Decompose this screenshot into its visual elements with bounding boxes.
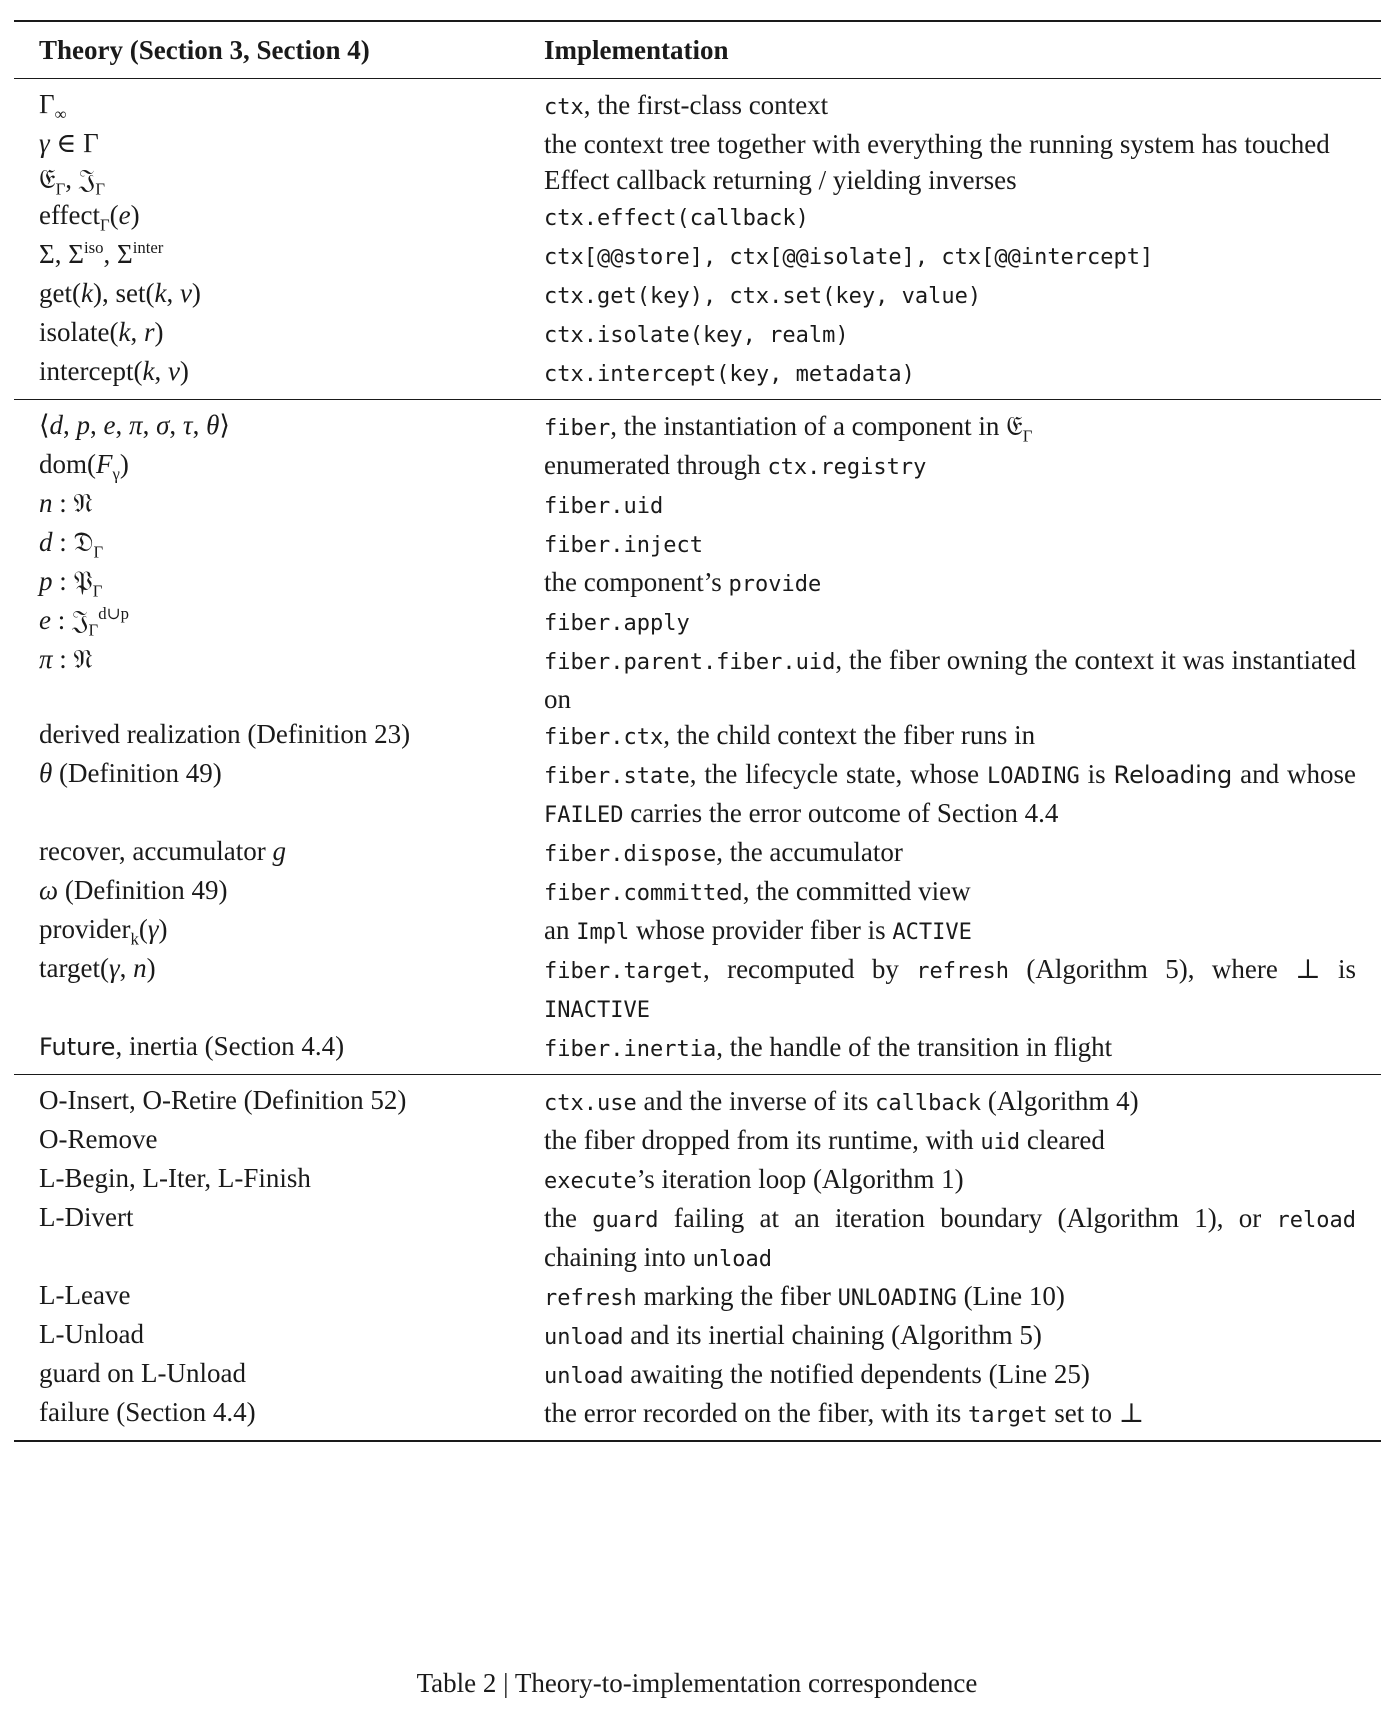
theory-cell: [14, 1200, 544, 1235]
implementation-text: [544, 354, 1356, 393]
text-segment: ): [130, 200, 140, 230]
text-segment: e: [39, 605, 51, 635]
code-token: execute: [544, 1169, 637, 1194]
table-row: [14, 1029, 1381, 1068]
theory-cell: [14, 1122, 544, 1157]
text-segment: ,: [119, 953, 134, 983]
code-token: ACTIVE: [892, 920, 972, 945]
code-token: ctx[@@store], ctx[@@isolate], ctx[@@intercept]: [544, 245, 1154, 270]
implementation-text: [544, 1356, 1356, 1395]
implementation-text: [544, 1317, 1356, 1356]
code-token: provide: [728, 572, 822, 597]
text-segment: get(: [39, 278, 81, 308]
code-token: ctx.effect(callback): [544, 206, 809, 231]
text-segment: chaining into: [544, 1242, 693, 1272]
code-token: ctx.use: [544, 1091, 637, 1116]
text-segment: θ: [206, 410, 220, 440]
code-token: target: [968, 1403, 1048, 1428]
implementation-cell: [544, 912, 1381, 951]
text-segment: : 𝔑: [52, 488, 93, 518]
table-row: [14, 951, 1381, 1029]
text-segment: k: [142, 356, 155, 386]
text-segment: v: [179, 278, 192, 308]
text-segment: p: [76, 410, 91, 440]
implementation-text: [544, 447, 1356, 486]
text-segment: the component’s: [544, 567, 729, 597]
table-body: [14, 79, 1381, 1440]
implementation-cell: [544, 1122, 1381, 1161]
text-segment: ,: [115, 410, 130, 440]
implementation-cell: [544, 1029, 1381, 1068]
table-row: [14, 1083, 1381, 1122]
implementation-cell: [544, 834, 1381, 873]
implementation-cell: [544, 642, 1381, 717]
code-token: fiber.state: [544, 764, 690, 789]
text-segment: is: [1079, 759, 1114, 789]
theory-cell: [14, 603, 544, 638]
text-segment: Future: [39, 1033, 116, 1061]
implementation-cell: [544, 87, 1381, 126]
implementation-text: [544, 912, 1356, 951]
table-row: [14, 912, 1381, 951]
text-segment: : 𝔇: [52, 527, 94, 557]
text-segment: k: [130, 929, 139, 949]
implementation-cell: [544, 408, 1381, 447]
theory-cell: [14, 1029, 544, 1065]
text-segment: isolate(: [39, 317, 119, 347]
theory-cell: [14, 354, 544, 389]
header-implementation: Implementation: [544, 35, 729, 65]
table-row: [14, 486, 1381, 525]
text-segment: ,: [192, 410, 207, 440]
implementation-cell: [544, 1200, 1381, 1278]
text-segment: and the inverse of its: [636, 1086, 876, 1116]
theory-cell: [14, 1317, 544, 1352]
text-segment: p: [39, 566, 53, 596]
text-segment: Γ: [39, 89, 55, 119]
theory-cell: [14, 408, 544, 443]
implementation-text: [544, 1122, 1356, 1161]
code-token: fiber.ctx: [544, 725, 664, 750]
text-segment: awaiting the notified dependents (Line 25): [623, 1359, 1090, 1389]
theory-cell: [14, 951, 544, 986]
theory-cell: [14, 447, 544, 482]
text-segment: , recomputed by: [702, 954, 917, 984]
code-token: unload: [692, 1247, 772, 1272]
code-token: guard: [592, 1208, 659, 1233]
text-segment: γ: [147, 914, 159, 944]
code-token: ctx.get(key), ctx.set(key, value): [544, 284, 982, 309]
text-segment: L-Begin, L-Iter, L-Finish: [39, 1163, 311, 1193]
text-segment: π: [39, 644, 53, 674]
text-segment: (Line 10): [956, 1281, 1065, 1311]
text-segment: L-Leave: [39, 1280, 131, 1310]
implementation-cell: [544, 564, 1381, 603]
text-segment: (Definition 49): [58, 875, 228, 905]
implementation-text: [544, 756, 1356, 834]
code-token: fiber.inertia: [544, 1037, 717, 1062]
text-segment: cleared: [1020, 1125, 1105, 1155]
implementation-text: [544, 1200, 1356, 1278]
text-segment: ’s iteration loop (Algorithm 1): [636, 1164, 964, 1194]
text-segment: guard on L-Unload: [39, 1358, 246, 1388]
implementation-cell: [544, 873, 1381, 912]
table-row: [14, 408, 1381, 447]
table-row: [14, 717, 1381, 756]
text-segment: effect: [39, 200, 100, 230]
text-segment: L-Unload: [39, 1319, 144, 1349]
text-segment: σ: [156, 410, 170, 440]
correspondence-table: [14, 20, 1381, 1442]
text-segment: e: [103, 410, 116, 440]
implementation-text: [544, 315, 1356, 354]
table-row: [14, 198, 1381, 237]
bottom-rule: [14, 1440, 1381, 1442]
theory-cell: [14, 1395, 544, 1430]
theory-cell: [14, 834, 544, 869]
table-row: [14, 642, 1381, 717]
text-segment: failing at an iteration boundary (Algorithm 1), or: [658, 1203, 1277, 1233]
text-segment: ,: [130, 317, 144, 347]
text-segment: γ: [108, 953, 120, 983]
implementation-text: [544, 834, 1356, 873]
text-segment: Γ: [88, 620, 99, 640]
table-header: [14, 22, 1381, 78]
text-segment: : 𝔓: [52, 566, 93, 596]
table-row: [14, 1317, 1381, 1356]
row-group: [14, 1075, 1381, 1440]
text-segment: carries the error outcome of Section 4.4: [623, 798, 1059, 828]
text-segment: and whose: [1232, 759, 1356, 789]
implementation-cell: [544, 126, 1381, 162]
text-segment: marking the fiber: [636, 1281, 838, 1311]
implementation-cell: [544, 951, 1381, 1029]
text-segment: O-Insert, O-Retire (Definition 52): [39, 1085, 407, 1115]
theory-cell: [14, 717, 544, 752]
text-segment: ⟨: [39, 410, 50, 440]
code-token: unload: [544, 1325, 624, 1350]
text-segment: ): [191, 278, 201, 308]
table-row: [14, 276, 1381, 315]
table-row: [14, 87, 1381, 126]
implementation-text: [544, 198, 1356, 237]
code-token: fiber: [544, 416, 611, 441]
theory-cell: [14, 912, 544, 947]
table-row: [14, 1122, 1381, 1161]
text-segment: provider: [39, 914, 131, 944]
code-token: fiber.inject: [544, 533, 703, 558]
implementation-text: [544, 162, 1356, 198]
theory-cell: [14, 1356, 544, 1391]
text-segment: ): [154, 317, 164, 347]
text-segment: (Algorithm 5), where ⊥ is: [1009, 954, 1356, 984]
text-segment: ,: [63, 410, 77, 440]
text-segment: , the lifecycle state, whose: [689, 759, 987, 789]
implementation-text: [544, 408, 1356, 447]
table-caption: Table 2 | Theory-to-implementation correspondence: [416, 1668, 978, 1698]
text-segment: , Σ: [103, 239, 133, 269]
text-segment: enumerated through: [544, 450, 768, 480]
code-token: ctx.registry: [767, 455, 927, 480]
implementation-cell: [544, 1083, 1381, 1122]
code-token: ctx: [544, 95, 584, 120]
text-segment: , 𝔍: [65, 164, 96, 194]
text-segment: γ: [39, 128, 50, 158]
text-segment: 𝔈: [39, 164, 56, 194]
implementation-text: [544, 525, 1356, 564]
implementation-cell: [544, 1278, 1381, 1317]
theory-cell: [14, 486, 544, 521]
text-segment: Reloading: [1113, 761, 1233, 789]
implementation-text: [544, 951, 1356, 1029]
implementation-text: [544, 87, 1356, 126]
row-group: [14, 400, 1381, 1074]
text-segment: target(: [39, 953, 109, 983]
text-segment: ,: [90, 410, 104, 440]
implementation-cell: [544, 525, 1381, 564]
implementation-cell: [544, 1317, 1381, 1356]
text-segment: ,: [154, 356, 168, 386]
text-segment: recover, accumulator: [39, 836, 273, 866]
theory-cell: [14, 756, 544, 791]
theory-cell: [14, 564, 544, 599]
implementation-cell: [544, 1395, 1381, 1434]
table-row: [14, 834, 1381, 873]
implementation-text: [544, 276, 1356, 315]
code-token: fiber.dispose: [544, 842, 717, 867]
code-token: LOADING: [986, 764, 1080, 789]
text-segment: Γ: [55, 179, 66, 199]
table-row: [14, 237, 1381, 276]
text-segment: π: [129, 410, 143, 440]
code-token: fiber.uid: [544, 494, 664, 519]
implementation-text: [544, 564, 1356, 603]
text-segment: ): [158, 914, 168, 944]
implementation-cell: [544, 486, 1381, 525]
implementation-cell: [544, 237, 1381, 276]
implementation-cell: [544, 276, 1381, 315]
text-segment: ,: [166, 278, 180, 308]
text-segment: the fiber dropped from its runtime, with: [544, 1125, 981, 1155]
text-segment: e: [118, 200, 131, 230]
implementation-cell: [544, 603, 1381, 642]
text-segment: ): [119, 449, 129, 479]
text-segment: g: [272, 836, 287, 866]
text-segment: γ: [112, 464, 120, 484]
code-token: fiber.committed: [544, 881, 743, 906]
text-segment: L-Divert: [39, 1202, 134, 1232]
text-segment: d∪p: [98, 604, 129, 623]
code-token: INACTIVE: [544, 998, 650, 1023]
theory-cell: [14, 162, 544, 197]
implementation-cell: [544, 447, 1381, 486]
text-segment: (: [138, 914, 148, 944]
table-row: [14, 447, 1381, 486]
theory-cell: [14, 525, 544, 560]
table-row: [14, 354, 1381, 393]
text-segment: : 𝔑: [52, 644, 93, 674]
text-segment: ,: [142, 410, 157, 440]
implementation-text: [544, 1083, 1356, 1122]
table-row: [14, 525, 1381, 564]
text-segment: k: [80, 278, 93, 308]
implementation-text: [544, 1161, 1356, 1200]
theory-cell: [14, 1161, 544, 1196]
implementation-cell: [544, 756, 1381, 834]
theory-cell: [14, 198, 544, 233]
table-row: [14, 1161, 1381, 1200]
text-segment: , the instantiation of a component in 𝔈: [610, 411, 1023, 441]
text-segment: Σ, Σ: [39, 239, 84, 269]
text-segment: , the committed view: [742, 876, 971, 906]
text-segment: , the child context the fiber runs in: [663, 720, 1036, 750]
text-segment: the: [544, 1203, 593, 1233]
text-segment: F: [96, 449, 113, 479]
table-row: [14, 756, 1381, 834]
code-token: ctx.isolate(key, realm): [544, 323, 849, 348]
text-segment: , inertia (Section 4.4): [115, 1031, 345, 1061]
text-segment: derived realization (Definition 23): [39, 719, 411, 749]
table-row: [14, 603, 1381, 642]
code-token: refresh: [544, 1286, 637, 1311]
code-token: fiber.target: [544, 959, 703, 984]
implementation-text: [544, 717, 1356, 756]
text-segment: : 𝔍: [50, 605, 89, 635]
text-segment: set to ⊥: [1047, 1398, 1145, 1428]
code-token: reload: [1276, 1208, 1356, 1233]
implementation-text: [544, 126, 1356, 162]
text-segment: k: [154, 278, 167, 308]
text-segment: n: [133, 953, 147, 983]
text-segment: θ: [39, 758, 53, 788]
text-segment: ω: [39, 875, 59, 905]
text-segment: , the accumulator: [716, 837, 903, 867]
theory-cell: [14, 237, 544, 272]
table-row: [14, 1200, 1381, 1278]
theory-cell: [14, 642, 544, 677]
text-segment: Γ: [95, 179, 105, 199]
implementation-text: [544, 642, 1356, 717]
table-row: [14, 315, 1381, 354]
code-token: FAILED: [544, 803, 624, 828]
text-segment: Γ: [1022, 426, 1033, 446]
text-segment: (Definition 49): [52, 758, 222, 788]
text-segment: dom(: [39, 449, 96, 479]
table-row: [14, 162, 1381, 198]
text-segment: an: [544, 915, 577, 945]
text-segment: inter: [132, 238, 164, 257]
theory-cell: [14, 126, 544, 161]
text-segment: k: [118, 317, 131, 347]
theory-cell: [14, 873, 544, 908]
implementation-text: [544, 237, 1356, 276]
text-segment: , the first-class context: [583, 90, 829, 120]
text-segment: d: [39, 527, 53, 557]
text-segment: r: [143, 317, 155, 347]
text-segment: intercept(: [39, 356, 143, 386]
text-segment: , the fiber owning the context it was instantiated on: [544, 645, 1356, 714]
text-segment: and its inertial chaining (Algorithm 5): [623, 1320, 1042, 1350]
header-theory: Theory (Section 3, Section 4): [39, 34, 370, 65]
implementation-text: [544, 873, 1356, 912]
implementation-cell: [544, 1356, 1381, 1395]
code-token: fiber.parent.fiber.uid: [544, 650, 836, 675]
table-row: [14, 564, 1381, 603]
text-segment: Effect callback returning / yielding inverses: [544, 165, 1017, 195]
text-segment: the error recorded on the fiber, with its: [544, 1398, 969, 1428]
table-row: [14, 1395, 1381, 1434]
table-row: [14, 873, 1381, 912]
theory-cell: [14, 87, 544, 122]
implementation-text: [544, 1278, 1356, 1317]
theory-cell: [14, 315, 544, 350]
code-token: callback: [875, 1091, 982, 1116]
code-token: refresh: [916, 959, 1010, 984]
theory-cell: [14, 1083, 544, 1118]
code-token: uid: [980, 1130, 1021, 1155]
text-segment: Γ: [99, 215, 110, 235]
text-segment: ∞: [54, 104, 67, 124]
code-token: fiber.apply: [544, 611, 690, 636]
text-segment: ): [179, 356, 189, 386]
row-group: [14, 79, 1381, 399]
text-segment: ), set(: [92, 278, 155, 308]
code-token: unload: [544, 1364, 624, 1389]
code-token: UNLOADING: [837, 1286, 957, 1311]
text-segment: iso: [83, 238, 104, 257]
theory-cell: [14, 276, 544, 311]
implementation-cell: [544, 162, 1381, 198]
text-segment: ,: [169, 410, 183, 440]
theory-cell: [14, 1278, 544, 1313]
code-token: Impl: [576, 920, 630, 945]
table-row: [14, 1278, 1381, 1317]
text-segment: whose provider fiber is: [629, 915, 893, 945]
text-segment: ν: [167, 356, 180, 386]
implementation-cell: [544, 315, 1381, 354]
implementation-text: [544, 486, 1356, 525]
implementation-cell: [544, 1161, 1381, 1200]
text-segment: (: [109, 200, 119, 230]
text-segment: ): [146, 953, 156, 983]
text-segment: the context tree together with everything the running system has touched: [544, 129, 1330, 159]
text-segment: Γ: [92, 581, 103, 601]
implementation-cell: [544, 198, 1381, 237]
text-segment: Γ: [93, 542, 104, 562]
text-segment: O-Remove: [39, 1124, 158, 1154]
implementation-cell: [544, 354, 1381, 393]
text-segment: d: [49, 410, 64, 440]
table-row: [14, 126, 1381, 162]
text-segment: τ: [182, 410, 193, 440]
text-segment: failure (Section 4.4): [39, 1397, 256, 1427]
text-segment: , the handle of the transition in flight: [716, 1032, 1113, 1062]
implementation-cell: [544, 717, 1381, 756]
implementation-text: [544, 1395, 1356, 1434]
implementation-text: [544, 603, 1356, 642]
implementation-text: [544, 1029, 1356, 1068]
code-token: ctx.intercept(key, metadata): [544, 362, 915, 387]
text-segment: ∈ Γ: [49, 128, 99, 158]
table-row: [14, 1356, 1381, 1395]
text-segment: n: [39, 488, 53, 518]
text-segment: (Algorithm 4): [981, 1086, 1139, 1116]
text-segment: ⟩: [219, 410, 230, 440]
